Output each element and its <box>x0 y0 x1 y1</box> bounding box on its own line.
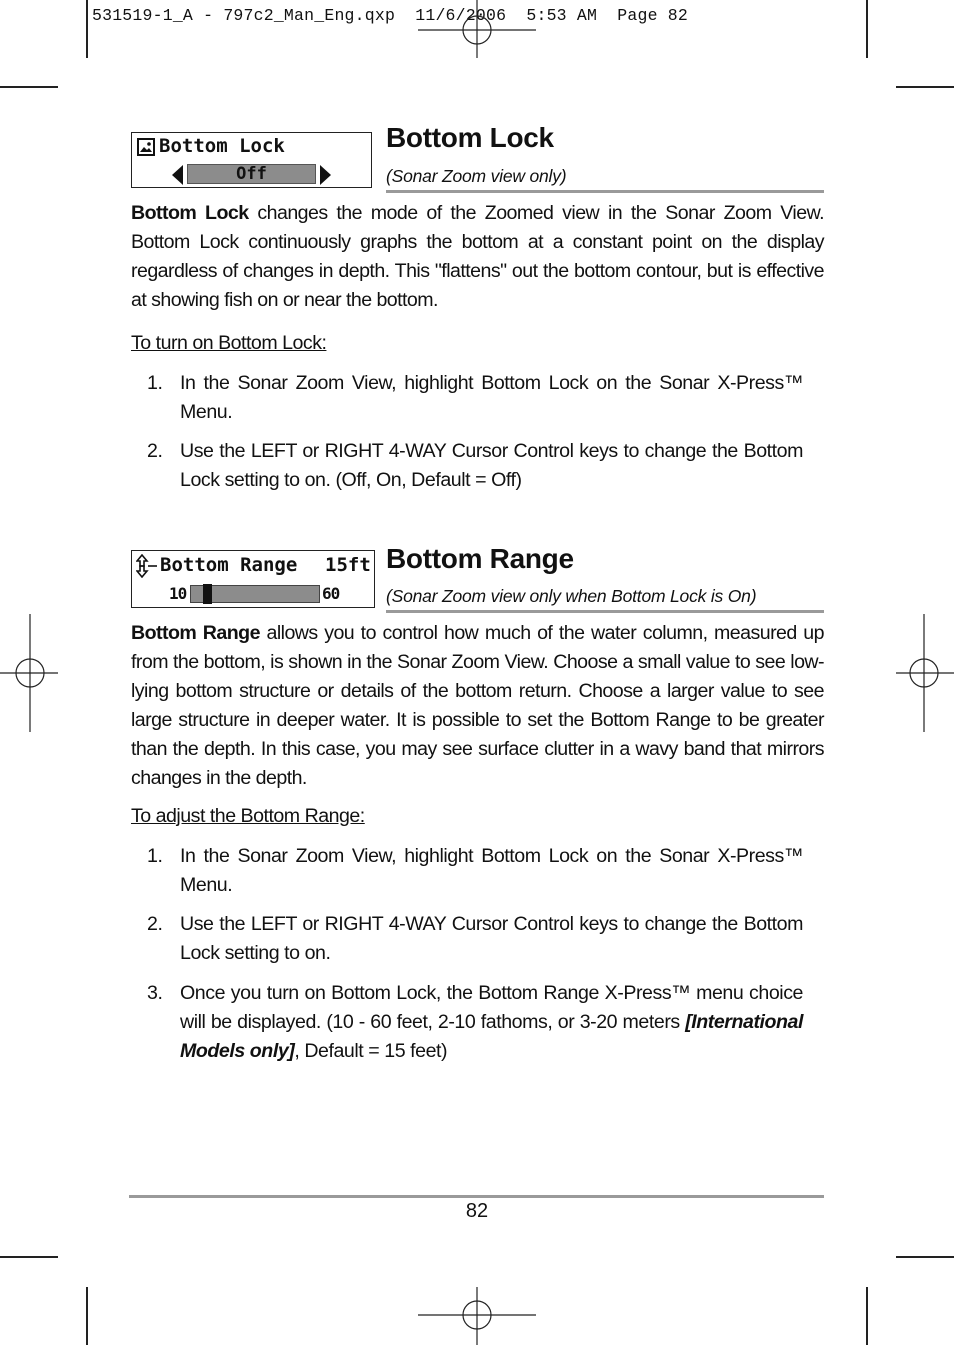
registration-mark-left-icon <box>0 614 60 732</box>
crop-mark-bottom-right-h <box>896 1256 954 1258</box>
bottom-range-subtitle: (Sonar Zoom view only when Bottom Lock is On) <box>386 586 757 606</box>
bottom-lock-subtitle: (Sonar Zoom view only) <box>386 166 567 186</box>
bottom-range-slider-thumb <box>203 584 212 604</box>
bottom-range-step <box>147 910 803 968</box>
range-arrows-icon <box>136 554 158 578</box>
step-text: In the Sonar Zoom View, highlight Bottom Lock on the Sonar X-Press™ Menu. <box>180 372 803 423</box>
arrow-left-icon <box>172 165 184 185</box>
registration-mark-right-icon <box>894 614 954 732</box>
step-number: 2. <box>147 440 163 462</box>
crop-mark-top-left-v <box>86 0 88 58</box>
bottom-range-step <box>147 842 803 900</box>
bottom-lock-step <box>147 437 803 495</box>
crop-mark-top-right-v <box>866 0 868 58</box>
bottom-range-menu-title: Bottom Range <box>160 554 298 576</box>
step-text: Use the LEFT or RIGHT 4-WAY Cursor Control keys to change the Bottom Lock setting to on. (Off, On, Default = Off) <box>180 440 803 491</box>
bottom-lock-step <box>147 369 803 427</box>
bottom-range-procedure-title: To adjust the Bottom Range: <box>131 805 365 827</box>
bottom-lock-description-text: changes the mode of the Zoomed view in the Sonar Zoom View. Bottom Lock continuously graphs the bottom at a constant point on the display regardless of changes in depth. This "flattens" out the bottom contour, but is effective at showing fish on or near the bottom. <box>131 202 824 311</box>
picture-icon <box>137 138 155 156</box>
crop-mark-bottom-right-v <box>866 1287 868 1345</box>
step-number: 3. <box>147 982 163 1004</box>
crop-mark-top-right-h <box>896 86 954 88</box>
bottom-range-heading: Bottom Range <box>386 543 574 574</box>
crop-mark-bottom-left-h <box>0 1256 58 1258</box>
step-number: 2. <box>147 913 163 935</box>
bottom-range-menu-value: 15ft <box>325 554 371 576</box>
slider-min-label: 10 <box>169 584 187 603</box>
bottom-lock-heading: Bottom Lock <box>386 122 554 153</box>
international-models-note: [International Models only] <box>180 1011 803 1062</box>
crop-mark-bottom-left-v <box>86 1287 88 1345</box>
step-text: Use the LEFT or RIGHT 4-WAY Cursor Control keys to change the Bottom Lock setting to on. <box>180 913 803 964</box>
bottom-range-description <box>131 619 824 793</box>
print-slug: 531519-1_A - 797c2_Man_Eng.qxp 11/6/2006 5:53 AM Page 82 <box>92 6 688 25</box>
step-number: 1. <box>147 845 163 867</box>
step-text-part: , Default = 15 feet) <box>294 1040 448 1062</box>
page-number: 82 <box>465 1200 489 1222</box>
step-text: In the Sonar Zoom View, highlight Bottom Lock on the Sonar X-Press™ Menu. <box>180 845 803 896</box>
bottom-lock-menu-title: Bottom Lock <box>159 135 285 157</box>
bottom-lock-procedure-title: To turn on Bottom Lock: <box>131 332 327 354</box>
bottom-range-step <box>147 979 803 1066</box>
slider-max-label: 60 <box>322 584 340 603</box>
bottom-range-menu-graphic <box>131 550 375 608</box>
bottom-range-heading-rule <box>386 610 824 613</box>
bottom-lock-value: Off <box>236 164 267 184</box>
bottom-lock-menu-graphic <box>131 132 372 188</box>
arrow-right-icon <box>319 165 331 185</box>
bottom-lock-term: Bottom Lock <box>131 202 249 224</box>
bottom-range-term: Bottom Range <box>131 622 260 644</box>
registration-mark-top-icon <box>418 0 536 60</box>
bottom-range-slider-track <box>190 585 320 603</box>
crop-mark-top-left-h <box>0 86 58 88</box>
footer-rule <box>129 1195 824 1198</box>
bottom-lock-heading-rule <box>386 190 824 193</box>
bottom-lock-description <box>131 199 824 315</box>
bottom-range-description-text: allows you to control how much of the water column, measured up from the bottom, is shown in the Sonar Zoom View. Choose a small value to see low-lying bottom structure or details of the bottom return. Choose a larger value to see large structure in deeper water. It is possible to set the Bottom Range to be greater than the depth. In this case, you may see surface clutter in a wavy band that mirrors changes in the depth. <box>131 622 824 789</box>
step-text-part: Once you turn on Bottom Lock, the Bottom Range X-Press™ menu choice will be displayed. (10 - 60 feet, 2-10 fathoms, or 3-20 meters <box>180 982 803 1033</box>
registration-mark-bottom-icon <box>418 1285 536 1345</box>
bottom-lock-value-field <box>187 164 316 184</box>
step-text <box>180 979 803 1066</box>
step-number: 1. <box>147 372 163 394</box>
